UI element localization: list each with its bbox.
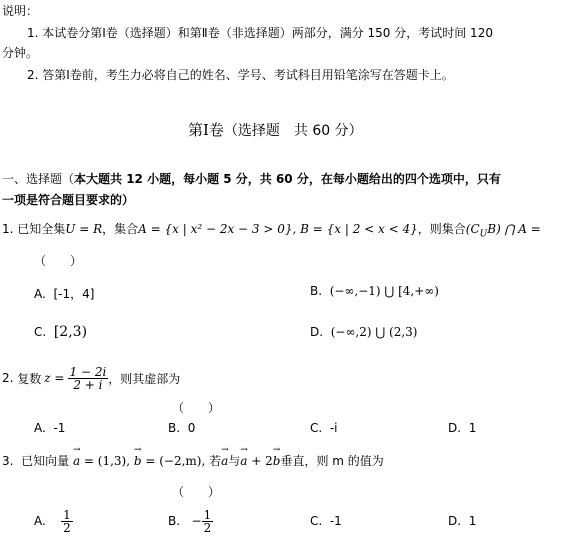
fraction-denominator: 2 bbox=[63, 520, 71, 535]
option-label: B. bbox=[168, 421, 181, 435]
option-text: [-1，4] bbox=[53, 287, 95, 301]
question-2-blank: （ ） bbox=[172, 401, 221, 415]
question-3-option-b bbox=[168, 502, 213, 540]
notes-item-1-continued: 分钟。 bbox=[2, 46, 39, 60]
question-3-blank: （ ） bbox=[172, 485, 221, 499]
fraction bbox=[68, 366, 109, 391]
question-1-option-d bbox=[310, 325, 418, 339]
fraction bbox=[61, 509, 73, 534]
option-label: D. bbox=[310, 325, 324, 339]
question-2-option-d bbox=[448, 421, 476, 435]
section-lead: 一、选择题（ bbox=[2, 172, 75, 186]
part-title-main: 第Ⅰ卷 bbox=[188, 121, 224, 139]
fraction bbox=[202, 509, 214, 534]
section-heading bbox=[2, 170, 501, 187]
question-1-option-c bbox=[34, 324, 87, 340]
fraction-numerator: 1 − 2i bbox=[69, 364, 107, 379]
question-text: 若 bbox=[209, 454, 222, 468]
minus-sign: − bbox=[191, 514, 202, 528]
math-expression: = (−2,m), bbox=[141, 454, 210, 468]
option-label: A. bbox=[34, 421, 46, 435]
option-label: C. bbox=[310, 421, 323, 435]
math-expression: (C bbox=[465, 222, 480, 236]
question-2-option-c bbox=[310, 421, 338, 435]
fraction-denominator: 2 + i bbox=[73, 377, 103, 392]
option-text: -1 bbox=[329, 514, 342, 528]
question-3-option-c bbox=[310, 514, 342, 528]
question-1-blank: （ ） bbox=[34, 254, 83, 268]
question-1-stem bbox=[2, 220, 541, 239]
question-1-option-a bbox=[34, 285, 94, 302]
question-text: 已知全集 bbox=[17, 222, 66, 236]
question-number: 2. bbox=[2, 371, 14, 385]
part-title bbox=[188, 119, 363, 140]
part-title-sub: （选择题 共 60 分） bbox=[223, 123, 363, 139]
vector-a: → a bbox=[73, 454, 80, 468]
option-label: B. bbox=[168, 514, 181, 528]
fraction-numerator: 1 bbox=[203, 507, 212, 522]
question-text: 复数 bbox=[17, 371, 42, 386]
math-expression: + 2 bbox=[247, 454, 273, 468]
question-text: ，则集合 bbox=[417, 222, 466, 236]
option-label: B. bbox=[310, 284, 323, 298]
question-2-stem bbox=[2, 358, 180, 398]
option-label: A. bbox=[34, 514, 46, 528]
option-text: 1 bbox=[468, 421, 477, 435]
vector-b: → b bbox=[273, 454, 281, 468]
question-1-option-b bbox=[310, 284, 439, 298]
question-3-option-a bbox=[34, 502, 73, 540]
question-text: 已知向量 bbox=[21, 454, 70, 468]
question-3-stem bbox=[2, 452, 384, 469]
option-text: (−∞,2) ⋃ (2,3) bbox=[330, 325, 418, 339]
option-label: C. bbox=[310, 514, 323, 528]
option-label: C. bbox=[34, 325, 47, 339]
option-text: -1 bbox=[53, 421, 66, 435]
vector-b: → b bbox=[134, 454, 142, 468]
option-text: [2,3) bbox=[53, 324, 88, 340]
question-number: 1. bbox=[2, 222, 14, 236]
question-text: ，则其虚部为 bbox=[108, 371, 181, 386]
notes-item-1: 1. 本试卷分第Ⅰ卷（选择题）和第Ⅱ卷（非选择题）两部分，满分 150 分，考试时间 120 bbox=[27, 26, 493, 40]
option-text: (−∞,−1) ⋃ [4,+∞) bbox=[329, 284, 439, 298]
question-3-option-d bbox=[448, 514, 476, 528]
fraction-denominator: 2 bbox=[203, 520, 212, 535]
math-expression: U = R bbox=[65, 222, 103, 236]
math-variable: z = bbox=[44, 371, 65, 385]
vector-a: → a bbox=[240, 454, 247, 468]
question-text: 垂直，则 m 的值为 bbox=[280, 454, 384, 468]
question-text: ，集合 bbox=[102, 222, 139, 236]
notes-heading: 说明： bbox=[2, 4, 39, 18]
question-number: 3. bbox=[2, 454, 14, 468]
vector-a: → a bbox=[221, 454, 228, 468]
math-subscript: U bbox=[479, 229, 488, 240]
option-label: D. bbox=[448, 421, 462, 435]
math-expression: = (1,3), bbox=[80, 454, 134, 468]
option-text: 0 bbox=[187, 421, 196, 435]
question-2-option-b bbox=[168, 421, 195, 435]
option-label: A. bbox=[34, 287, 46, 301]
question-2-option-a bbox=[34, 421, 65, 435]
notes-item-2: 2. 答第Ⅰ卷前，考生力必将自己的姓名、学号、考试科目用铅笔涂写在答题卡上。 bbox=[27, 68, 454, 82]
math-expression: A = {x | x² − 2x − 3 > 0}, B = {x | 2 < x < 4} bbox=[138, 222, 418, 236]
question-text: 与 bbox=[228, 454, 241, 468]
fraction-numerator: 1 bbox=[63, 507, 71, 522]
option-text: -i bbox=[329, 421, 338, 435]
option-label: D. bbox=[448, 514, 462, 528]
section-instructions: 本大题共 12 小题，每小题 5 分，共 60 分，在每小题给出的四个选项中，只有 bbox=[74, 172, 501, 186]
math-expression: B) ⋂ A = bbox=[487, 222, 541, 236]
option-text: 1 bbox=[468, 514, 477, 528]
section-heading-line2: 一项是符合题目要求的） bbox=[2, 193, 135, 207]
